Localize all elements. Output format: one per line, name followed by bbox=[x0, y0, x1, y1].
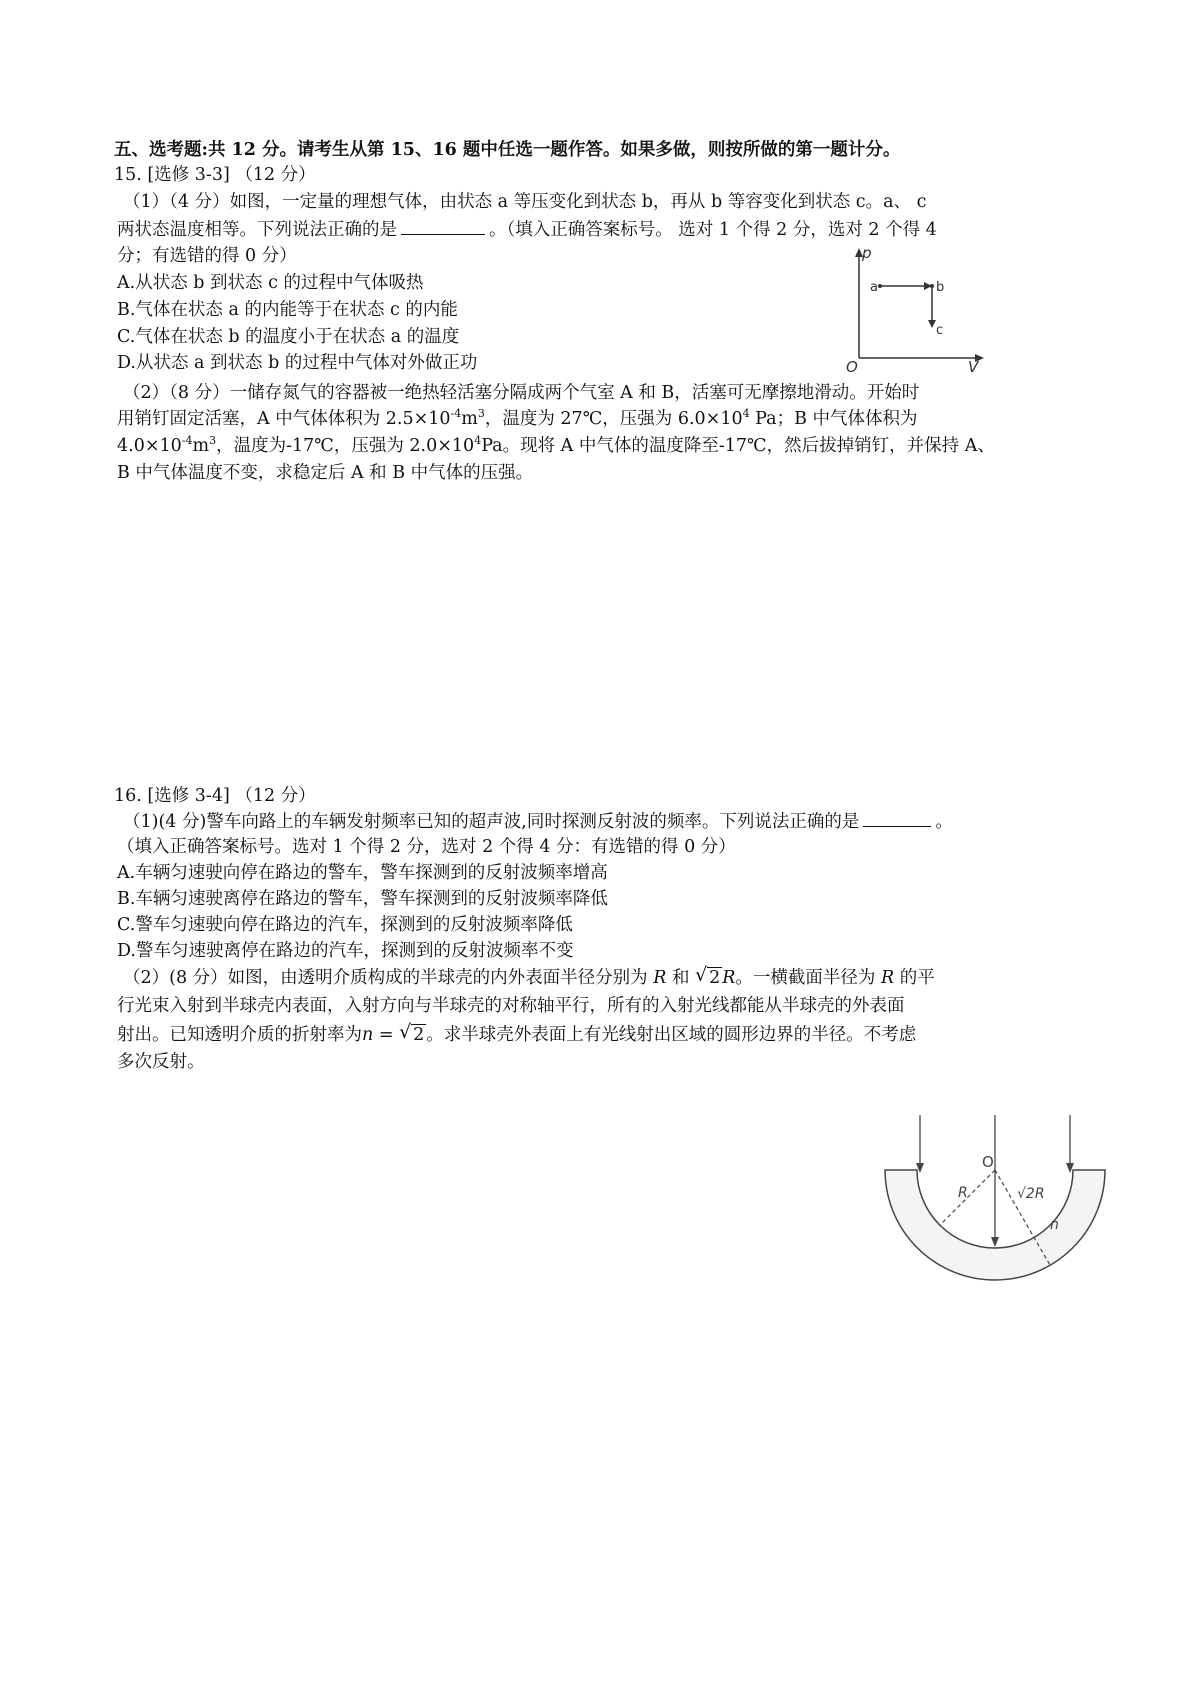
symbol-n: n bbox=[362, 1025, 374, 1045]
label-o: O bbox=[982, 1153, 994, 1171]
q15-p1-line1: （1）（4 分）如图，一定量的理想气体，由状态 a 等压变化到状态 b，再从 b 等容变化到状态 c。a、 c bbox=[123, 192, 927, 212]
pv-diagram bbox=[840, 240, 990, 375]
q16-p2-line1 bbox=[123, 965, 935, 991]
unit: m bbox=[461, 409, 478, 429]
q15-p2-line2d: Pa；B 中气体体积为 bbox=[749, 409, 918, 429]
unit: m bbox=[192, 436, 210, 456]
q15-p1-line2 bbox=[117, 216, 937, 243]
q15-p1-line3: 分；有选错的得 0 分） bbox=[117, 246, 297, 266]
q15-option-b: B.气体在状态 a 的内能等于在状态 c 的内能 bbox=[117, 300, 458, 320]
q15-p2-line3c: ，温度为-17℃，压强为 2.0×10 bbox=[216, 436, 475, 456]
symbol-r: R bbox=[722, 968, 736, 988]
q16-p2-line1a: （2）(8 分）如图，由透明介质构成的半球壳的内外表面半径分别为 bbox=[123, 968, 648, 988]
q15-p2-line3 bbox=[117, 433, 995, 459]
exp: 4 bbox=[742, 407, 750, 421]
q15-p2-line2c: ，温度为 27℃，压强为 6.0×10 bbox=[484, 409, 743, 429]
q15-p2-line3d: Pa。现将 A 中气体的温度降至-17℃，然后拔掉销钉，并保持 A、 bbox=[481, 436, 995, 456]
exp: -4 bbox=[450, 407, 462, 421]
label-sqrt2r: √2R bbox=[1017, 1186, 1045, 1202]
exp: -4 bbox=[181, 434, 193, 448]
q16-option-d: D.警车匀速驶离停在路边的汽车，探测到的反射波频率不变 bbox=[117, 941, 574, 961]
label-a: a bbox=[870, 280, 878, 295]
label-c: c bbox=[936, 323, 944, 338]
q16-title: 16. [选修 3-4] （12 分） bbox=[114, 786, 316, 806]
q16-p1-line1a: （1)(4 分)警车向路上的车辆发射频率已知的超声波,同时探测反射波的频率。下列说法正确的是 bbox=[123, 812, 860, 832]
q16-p2-line1c: 的平 bbox=[899, 968, 935, 988]
q15-title: 15. [选修 3-3] （12 分） bbox=[114, 165, 316, 185]
symbol-r: R bbox=[880, 968, 895, 988]
q16-p1-line2: （填入正确答案标号。选对 1 个得 2 分，选对 2 个得 4 分：有选错的得 0 分） bbox=[117, 837, 736, 857]
q16-p2-line2: 行光束入射到半球壳内表面，入射方向与半球壳的对称轴平行，所有的入射光线都能从半球壳的外表面 bbox=[117, 996, 905, 1016]
sqrt-2: √ 2 bbox=[399, 1021, 425, 1045]
origin-label: O bbox=[846, 358, 858, 375]
label-n: n bbox=[1050, 1217, 1059, 1233]
q16-p2-line3b: 。求半球壳外表面上有光线射出区域的圆形边界的半径。不考虑 bbox=[426, 1025, 917, 1045]
equals: = bbox=[373, 1025, 400, 1045]
q15-option-d: D.从状态 a 到状态 b 的过程中气体对外做正功 bbox=[117, 353, 478, 373]
sqrt-radicand: 2 bbox=[413, 1025, 425, 1045]
q15-p1-line2b: 。（填入正确答案标号。 选对 1 个得 2 分，选对 2 个得 4 bbox=[489, 220, 937, 240]
axis-label-v: V bbox=[968, 358, 979, 375]
q16-p2-line3a: 射出。已知透明介质的折射率为 bbox=[117, 1025, 362, 1045]
q16-p1-line1b: 。 bbox=[935, 812, 953, 832]
q15-p2-line3a: 4.0×10 bbox=[117, 436, 182, 456]
label-r: R bbox=[958, 1185, 968, 1201]
symbol-r: R bbox=[653, 968, 667, 988]
q16-p1-line1 bbox=[123, 808, 953, 835]
section-heading: 五、选考题:共 12 分。请考生从第 15、16 题中任选一题作答。如果多做，则按所做的第一题计分。 bbox=[114, 140, 901, 160]
q15-p2-line4: B 中气体温度不变，求稳定后 A 和 B 中气体的压强。 bbox=[117, 463, 534, 483]
q16-p2-and: 和 bbox=[672, 968, 690, 988]
q16-p2-line4: 多次反射。 bbox=[117, 1052, 205, 1072]
answer-blank[interactable] bbox=[863, 808, 931, 827]
exp: 4 bbox=[474, 434, 482, 448]
axis-label-p: p bbox=[862, 244, 872, 262]
exp: 3 bbox=[477, 407, 485, 421]
q15-p2-line1: （2）（8 分）一储存氮气的容器被一绝热轻活塞分隔成两个气室 A 和 B，活塞可无摩擦地滑动。开始时 bbox=[123, 383, 920, 403]
q15-p2-line2a: 用销钉固定活塞，A 中气体体积为 2.5×10 bbox=[117, 409, 451, 429]
answer-blank[interactable] bbox=[401, 216, 485, 235]
q15-p1-line2a: 两状态温度相等。下列说法正确的是 bbox=[117, 220, 397, 240]
exp: 3 bbox=[209, 434, 217, 448]
point-a bbox=[878, 284, 882, 288]
q15-option-c: C.气体在状态 b 的温度小于在状态 a 的温度 bbox=[117, 327, 460, 347]
q15-option-a: A.从状态 b 到状态 c 的过程中气体吸热 bbox=[117, 273, 424, 293]
label-b: b bbox=[936, 280, 945, 295]
ray-center-arrow-icon bbox=[991, 1237, 999, 1247]
bc-arrow-icon bbox=[928, 320, 936, 328]
q16-p2-line3 bbox=[117, 1022, 916, 1048]
q16-option-a: A.车辆匀速驶向停在路边的警车，警车探测到的反射波频率增高 bbox=[117, 863, 608, 883]
q15-p2-line2 bbox=[117, 406, 918, 432]
sqrt-2: √ 2 bbox=[695, 964, 721, 988]
sqrt-radicand: 2 bbox=[709, 968, 721, 988]
hemisphere-diagram bbox=[880, 1105, 1110, 1305]
q16-option-b: B.车辆匀速驶离停在路边的警车，警车探测到的反射波频率降低 bbox=[117, 889, 608, 909]
q16-option-c: C.警车匀速驶向停在路边的汽车，探测到的反射波频率降低 bbox=[117, 915, 573, 935]
q16-p2-line1b: 。一横截面半径为 bbox=[735, 968, 876, 988]
